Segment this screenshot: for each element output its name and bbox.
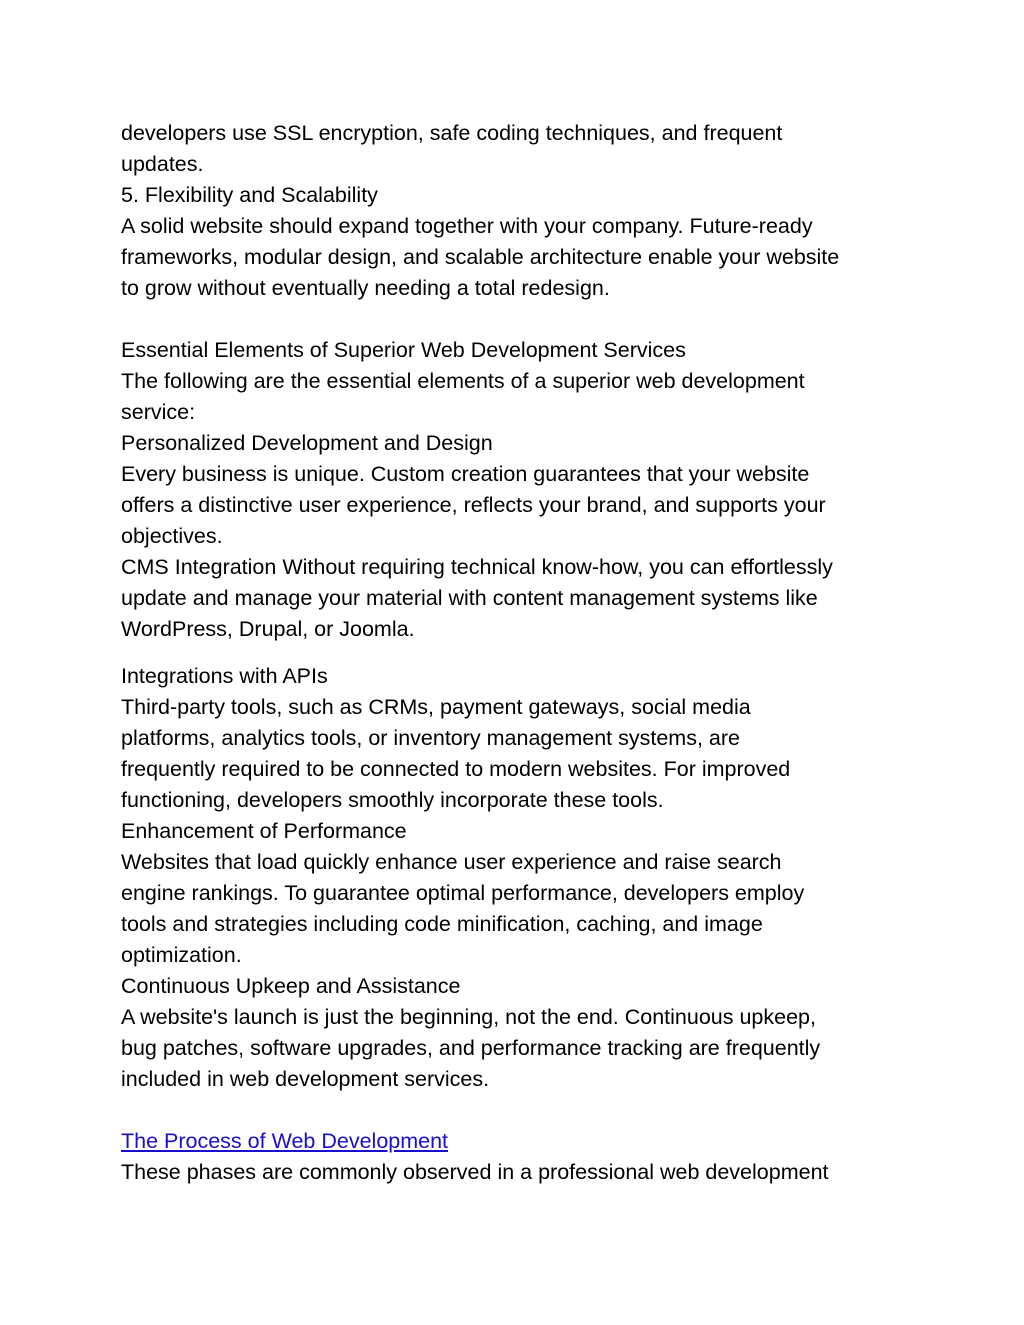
paragraph-gap [121, 304, 921, 335]
body-text-line: WordPress, Drupal, or Joomla. [121, 617, 415, 641]
paragraph-gap [121, 1095, 921, 1126]
section-heading-flexibility: 5. Flexibility and Scalability [121, 183, 378, 207]
body-text-line: to grow without eventually needing a total redesign. [121, 276, 610, 300]
body-text-line: objectives. [121, 524, 223, 548]
body-text-line: A website's launch is just the beginning, not the end. Continuous upkeep, [121, 1005, 816, 1029]
body-text-line: Every business is unique. Custom creation guarantees that your website [121, 462, 810, 486]
body-text-line: frameworks, modular design, and scalable architecture enable your website [121, 245, 840, 269]
body-text-line: These phases are commonly observed in a professional web development [121, 1160, 829, 1184]
body-text-line: tools and strategies including code minification, caching, and image [121, 912, 763, 936]
body-text-line: developers use SSL encryption, safe coding techniques, and frequent [121, 121, 783, 145]
body-text-line: CMS Integration Without requiring technical know-how, you can effortlessly [121, 555, 833, 579]
body-text-line: frequently required to be connected to modern websites. For improved [121, 757, 791, 781]
body-text-line: Third-party tools, such as CRMs, payment gateways, social media [121, 695, 751, 719]
paragraph-gap [121, 645, 921, 661]
subheading-performance: Enhancement of Performance [121, 819, 407, 843]
subheading-api-integrations: Integrations with APIs [121, 664, 328, 688]
body-text-line: optimization. [121, 943, 242, 967]
subheading-upkeep: Continuous Upkeep and Assistance [121, 974, 461, 998]
document-body [121, 118, 921, 1188]
body-text-line: bug patches, software upgrades, and performance tracking are frequently [121, 1036, 821, 1060]
body-text-line: Websites that load quickly enhance user experience and raise search [121, 850, 782, 874]
process-heading-row [121, 1126, 921, 1157]
body-text-line: functioning, developers smoothly incorporate these tools. [121, 788, 664, 812]
body-text-line: updates. [121, 152, 204, 176]
body-text-line: engine rankings. To guarantee optimal performance, developers employ [121, 881, 805, 905]
body-text-line: update and manage your material with content management systems like [121, 586, 818, 610]
body-text-line: offers a distinctive user experience, reflects your brand, and supports your [121, 493, 826, 517]
body-text-line: A solid website should expand together with your company. Future-ready [121, 214, 813, 238]
process-of-web-development-link[interactable]: The Process of Web Development [121, 1129, 449, 1153]
body-text-line: The following are the essential elements of a superior web development [121, 369, 805, 393]
subheading-personalized-development: Personalized Development and Design [121, 431, 493, 455]
body-text-line: included in web development services. [121, 1067, 490, 1091]
section-heading-essential-elements: Essential Elements of Superior Web Development Services [121, 338, 686, 362]
body-text-line: service: [121, 400, 196, 424]
body-text-line: platforms, analytics tools, or inventory management systems, are [121, 726, 740, 750]
